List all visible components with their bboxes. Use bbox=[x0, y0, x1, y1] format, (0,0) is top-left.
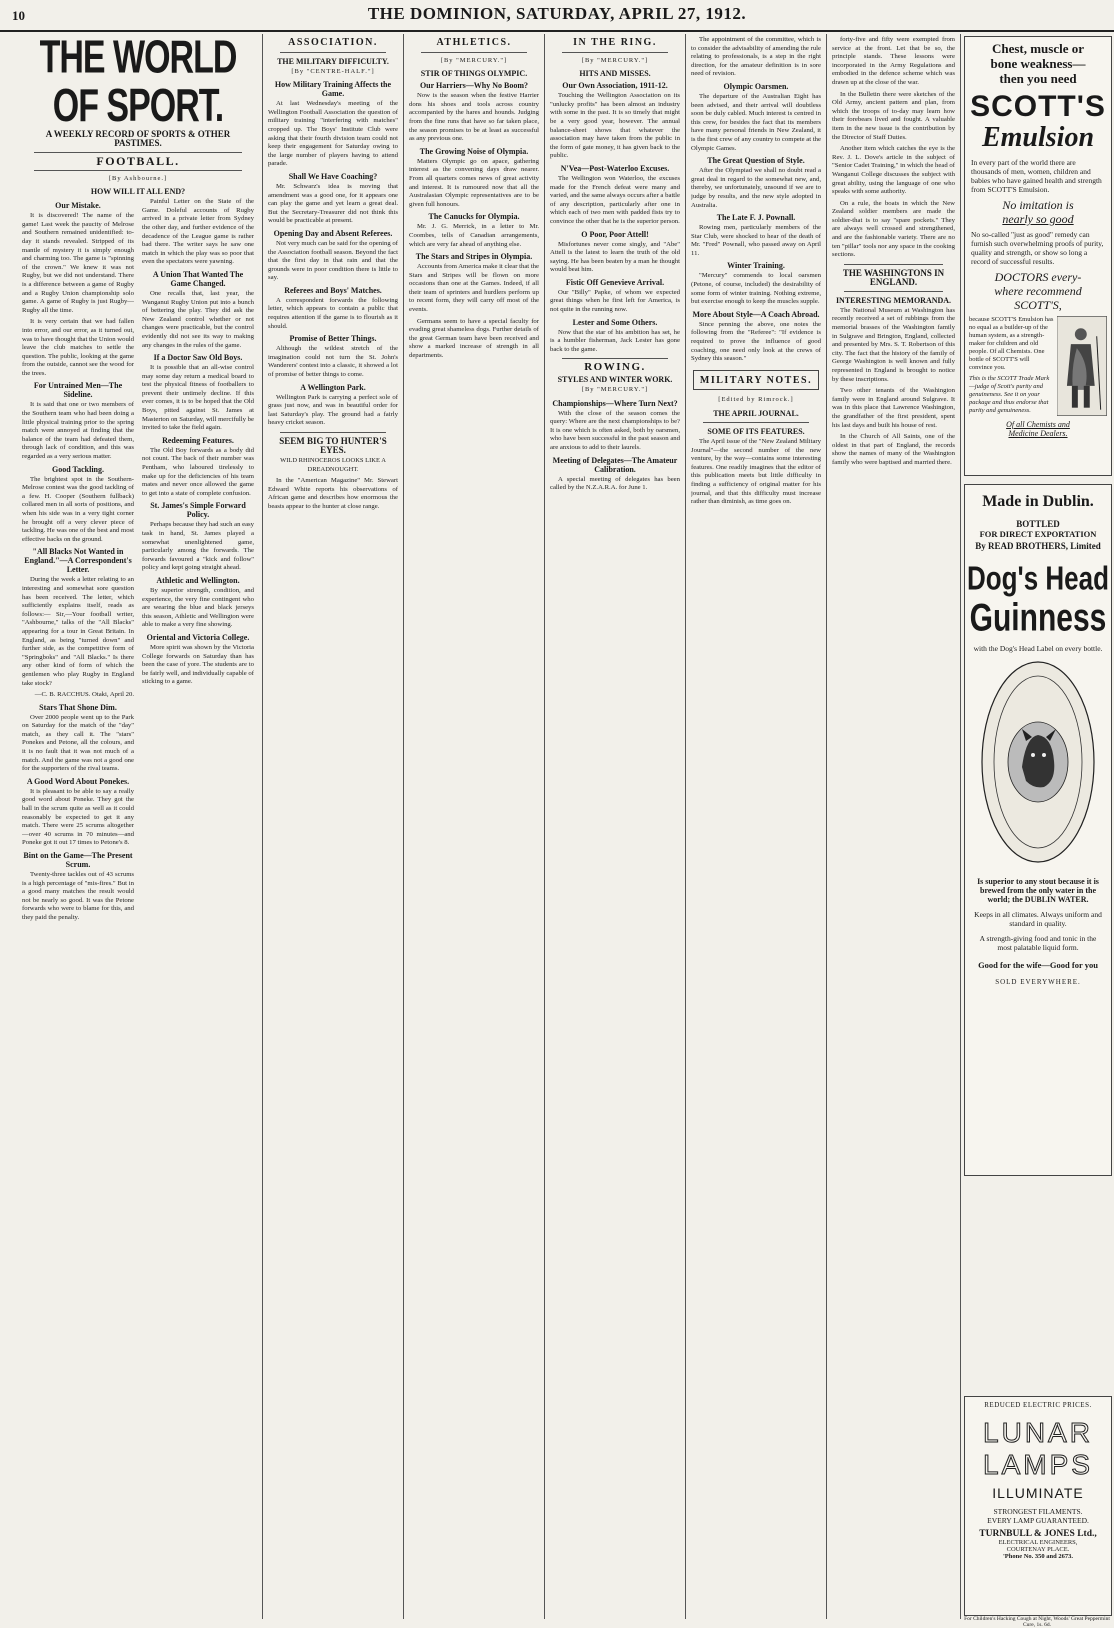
paragraph: The appointment of the committee, which is to consider the advisability of amending the rule relating to professionals, is a step in the right direction, for the amateur definition is in sore need of revision. bbox=[691, 36, 821, 78]
paragraph: Germans seem to have a special faculty for evading great shameless dogs. Further details of the great German team have been received and show a marked increase of strength in all departments. bbox=[409, 317, 539, 360]
divider bbox=[34, 152, 242, 153]
paragraph: Not very much can be said for the opening of the Association football season. Beyond the fact that the first day in that rain and that the grounds were in poor condition there is little to say. bbox=[268, 239, 398, 282]
article-subheading: SOME OF ITS FEATURES. bbox=[707, 427, 805, 436]
subheading: Athletic and Wellington. bbox=[156, 575, 240, 585]
article-subheading: INTERESTING MEMORANDA. bbox=[835, 295, 952, 305]
scotts-brand: SCOTT'S bbox=[970, 90, 1106, 123]
export-label: FOR DIRECT EXPORTATION bbox=[979, 529, 1097, 539]
paragraph: In the Church of All Saints, one of the oldest in that part of England, the records show the names of many of the Washington family who were baptised and married there. bbox=[832, 433, 955, 466]
subheading: O Poor, Poor Attell! bbox=[581, 229, 649, 239]
paragraph: It is possible that an all-wise control may some day return a medical board to test the physical fitness of footballers to prevent their untimely decline. If this ever comes, it is to be hoped that the Old Boys, pitted against St. James at Masterton on Saturday, will mercifully be invited to take the field again. bbox=[142, 364, 254, 432]
ad-tagline: Good for the wife—Good for you bbox=[978, 960, 1098, 970]
trademark-note: This is the SCOTT Trade Mark—judge of Scott's purity and genuineness. See it on your package and thus endorse that purity and genuineness. bbox=[969, 375, 1050, 414]
paragraph: Mr. Schwarz's idea is moving that amendment was a good one, for it appears one can play the game and yet learn a great deal. But the Secretary-Treasurer did not think this would be practicable at present. bbox=[268, 182, 398, 225]
association-column bbox=[268, 36, 398, 1616]
paragraph: It is pleasant to be able to say a really good word about Poneke. They got the ball in the scrum quite as well as it could reasonably be expected to get it any match. There were 25 scrums altogether—over 40 scrums in 70 minutes—and Poneke got it out 17 times to Petone's 8. bbox=[22, 787, 134, 847]
subheading: Winter Training. bbox=[727, 261, 785, 271]
article-heading: STIR OF THINGS OLYMPIC. bbox=[420, 69, 528, 79]
ad-headline: Chest, muscle or bbox=[991, 41, 1085, 56]
sport-column bbox=[22, 36, 254, 1616]
divider bbox=[703, 422, 809, 423]
paragraph: A correspondent forwards the following letter, which appears to contain a public that requires attention if the game is to flourish as it should. bbox=[268, 296, 398, 330]
subheading: How Military Training Affects the Game. bbox=[274, 80, 392, 99]
subheading: Olympic Oarsmen. bbox=[723, 81, 789, 91]
byline: [By "MERCURY."] bbox=[581, 56, 649, 64]
divider bbox=[421, 52, 527, 53]
no-imitation-line: nearly so good bbox=[1002, 212, 1074, 226]
subheading: A Wellington Park. bbox=[300, 382, 366, 392]
subheading: Fistic Off Genevieve Arrival. bbox=[565, 277, 665, 287]
byline: [By "MERCURY."] bbox=[581, 386, 649, 394]
military-notes-box bbox=[693, 370, 819, 391]
guinness-brand: Guinness bbox=[969, 596, 1107, 640]
company-address: COURTENAY PLACE. bbox=[1006, 1546, 1070, 1553]
read-brothers-label: By READ BROTHERS, Limited bbox=[975, 541, 1101, 551]
signature: —C. B. RACCHUS. Otaki, April 20. bbox=[34, 691, 134, 699]
paragraph: The Wellington won Waterloo, the excuses made for the French defeat were many and varied, and the same always occurs after a battle of any description, particularly after one in which each of two men with padded fists try to convince the other that he is the superior person. bbox=[550, 174, 680, 225]
subheading: If a Doctor Saw Old Boys. bbox=[153, 353, 243, 363]
ad-feature: STRONGEST FILAMENTS. bbox=[993, 1507, 1083, 1516]
article-heading: THE APRIL JOURNAL. bbox=[713, 409, 799, 418]
article-heading: THE MILITARY DIFFICULTY. bbox=[277, 56, 389, 66]
ad-body: No so-called "just as good" remedy can furnish such overwhelming proofs of purity, quality and strength, or show so long a record of successful results. bbox=[971, 230, 1104, 266]
bottled-label: BOTTLED bbox=[1016, 519, 1060, 529]
athletics-column bbox=[409, 36, 539, 1616]
cough-cure-note: For Children's Hacking Cough at Night, Woods' Great Peppermint Cure, 1s. 6d. bbox=[964, 1616, 1110, 1628]
ad-body: In every part of the world there are thousands of men, women, children and babies who have gained health and strength from SCOTT'S Emulsion. bbox=[971, 158, 1102, 194]
subheading: Our Harriers—Why No Boom? bbox=[419, 81, 529, 91]
subheading: The Late F. J. Pownall. bbox=[716, 213, 796, 223]
washington-column bbox=[832, 36, 955, 1616]
byline: [Edited by Rimrock.] bbox=[718, 396, 794, 404]
paragraph: Perhaps because they had such an easy task in hand, St. James played a somewhat unenlightened game, particularly among the forwards. The forwards favoured a "kick and follow" policy and kept going straight ahead. bbox=[142, 521, 254, 572]
paragraph: Misfortunes never come singly, and "Abe" Attell is the latest to learn the truth of the old saying. He has been beaten by a man he thought would beat him. bbox=[550, 240, 680, 274]
byline: [By "CENTRE-HALF."] bbox=[291, 67, 375, 75]
paragraph: It is discovered! The name of the game! Last week the paucity of Melrose and Southern remained unidentified: to-day it stands revealed. Stripped of its mantle of mystery it is simply enough and charming too. The game is "spinning of the crown." We knew it was not Rugby, but we did not understand. There is a difference between a game of Rugby and a Rugby Union championship solo game. A game of Rugby is just Rugby—Rugby all the time. bbox=[22, 212, 134, 314]
turnbull-jones: TURNBULL & JONES Ltd., bbox=[979, 1529, 1097, 1539]
ad-feature: EVERY LAMP GUARANTEED. bbox=[987, 1516, 1089, 1525]
military-notes-title: MILITARY NOTES. bbox=[699, 374, 813, 386]
paragraph: Accounts from America make it clear that the Stars and Stripes will be flown on more occasions than one at the Games. Indeed, if all their team of sprinters and hurdlers perform up to recent form, they will carry off most of the events. bbox=[409, 263, 539, 314]
paragraph: Another item which catches the eye is the Rev. J. L. Dove's article in the subject of "Senior Cadet Training," in which the head of Wanganui College discusses the subject with great ability, using the language of one who speaks with some authority. bbox=[832, 145, 955, 196]
rowing-title: ROWING. bbox=[584, 361, 646, 374]
subheading: A Union That Wanted The Game Changed. bbox=[152, 269, 244, 288]
column-rule bbox=[403, 34, 404, 1619]
article-heading: THE WASHINGTONS IN ENGLAND. bbox=[842, 267, 945, 287]
subheading: Redeeming Features. bbox=[162, 435, 234, 445]
divider bbox=[844, 264, 943, 265]
paragraph: Mr. J. G. Merrick, in a letter to Mr. Coombes, tells of Canadian arrangements, which are very far ahead of anything else. bbox=[409, 223, 539, 248]
ad-footer: Of all Chemists and bbox=[1006, 420, 1070, 429]
divider bbox=[562, 358, 668, 359]
dogs-head-brand: Dog's Head bbox=[967, 558, 1109, 598]
association-title: ASSOCIATION. bbox=[288, 37, 378, 48]
emulsion-label: Emulsion bbox=[981, 122, 1095, 153]
ring-column bbox=[550, 36, 680, 1616]
subheading: Referees and Boys' Matches. bbox=[284, 285, 382, 295]
paragraph: Wellington Park is carrying a perfect sole of grass just now, and was in beautiful order for last Saturday's play. The ground had a fairly heavy cricket season. bbox=[268, 393, 398, 427]
paragraph: Matters Olympic go on apace, gathering interest as the convening days draw nearer. From all quarters comes news of great activity and interest. It is rumoured now that all the Australasian Olympic representatives are to be given full honours. bbox=[409, 157, 539, 208]
lamps-word: LAMPS bbox=[983, 1449, 1093, 1480]
paragraph: Now that the star of his ambition has set, he is a humbler fisherman, Jack Lester has gone back to the game. bbox=[550, 328, 680, 353]
subheading: Stars That Shone Dim. bbox=[39, 702, 117, 712]
paragraph: On a rule, the boats in which the New Zealand soldier members are made the soldier-that is to say "spare pockets." They are always well crossed and strengthened, and are the fashionable variety. There are no ten "pillar" tools nor any space in the cooking sections. bbox=[832, 199, 955, 259]
ad-headline: bone weakness— bbox=[990, 56, 1086, 71]
ad-body: Is superior to any stout because it is brewed from the only water in the world; the DUBLIN WATER. bbox=[977, 877, 1099, 904]
no-imitation-line: No imitation is bbox=[1002, 198, 1074, 212]
divider bbox=[562, 52, 668, 53]
company-descriptor: ELECTRICAL ENGINEERS, bbox=[998, 1539, 1078, 1546]
column-rule bbox=[262, 34, 263, 1619]
world-of-sport-title: THE WORLD OF SPORT. bbox=[39, 36, 237, 132]
paragraph: Over 2000 people went up to the Park on Saturday for the match of the "day" match, as they call it. The "stars" Ponekes and Petone, all the colours, and it is no fault that it was not much of a match. And the game was not a good one for the supporters of the rival teams. bbox=[22, 713, 134, 773]
ad-body: because SCOTT'S Emulsion has no equal as a builder-up of the human system, as a strength-maker for children and old people. Of all Chemists. One bottle of SCOTT'S will convince you. bbox=[969, 316, 1054, 371]
column-rule bbox=[960, 34, 961, 1619]
column-rule bbox=[544, 34, 545, 1619]
in-the-ring-title: IN THE RING. bbox=[573, 37, 657, 48]
paragraph: The Old Boy forwards as a body did not count. The back of their number was Pentham, who laboured tirelessly to make up for the deficiencies of his team mates and never once allowed the game to get into a state of complete confusion. bbox=[142, 446, 254, 497]
ad-body: Keeps in all climates. Always uniform and standard in quality. bbox=[974, 910, 1102, 928]
paragraph: More spirit was shown by the Victoria College forwards on Saturday than has been the case of yore. The students are to be fairly well, and individually capable of sticking to a game. bbox=[142, 643, 254, 686]
article-heading: STYLES AND WINTER WORK. bbox=[557, 375, 673, 385]
scotts-emulsion-ad bbox=[964, 36, 1112, 476]
paragraph: A special meeting of delegates has been called by the N.Z.A.R.A. for June 1. bbox=[550, 475, 680, 492]
paragraph: Twenty-three tackles out of 43 scrums is a high percentage of "mis-fires." But in a good many matches the result would not be nearly so good. It was the Petone forwards who were to blame for this, and they paid the penalty. bbox=[22, 871, 134, 921]
article-heading: HITS AND MISSES. bbox=[579, 69, 651, 79]
paragraph: forty-five and fifty were exempted from service at the front. Let that be so, the principle stands. These lessons were incorporated in the Army Regulations and embodied in the defence scheme which was drawn up at the close of the war. bbox=[832, 36, 955, 86]
paragraph: With the close of the season comes the query: Where are the next championships to be? It is one which is often asked, both by oarsmen, who have been successful in the past season and are anxious to add to their laurels. bbox=[550, 409, 680, 451]
football-section-title: FOOTBALL. bbox=[96, 154, 180, 168]
paragraph: Painful Letter on the State of the Game. Doleful accounts of Rugby arrived in a private letter from Sydney the other day, and further evidence of the decadence of the League game is rather bad there. The writer says he saw one match in which the play was so poor that even the spectators were yawning. bbox=[142, 198, 254, 266]
subheading: Lester and Some Others. bbox=[572, 317, 658, 327]
athletics-title: ATHLETICS. bbox=[436, 37, 512, 48]
column-rule bbox=[826, 34, 827, 1619]
rowing-military-column bbox=[691, 36, 821, 1616]
subheading: The Stars and Stripes in Olympia. bbox=[415, 252, 533, 262]
article-heading: SEEM BIG TO HUNTER'S EYES. bbox=[279, 436, 387, 455]
subheading: Oriental and Victoria College. bbox=[146, 632, 250, 642]
ad-footer: Medicine Dealers. bbox=[1008, 429, 1068, 438]
subheading: Shall We Have Coaching? bbox=[288, 171, 378, 181]
subheading: N'Vea—Post-Waterloo Excuses. bbox=[560, 163, 670, 173]
paragraph: "Mercury" commends to local oarsmen (Petone, of course, included) the desirability of some form of winter training. Nothing extreme, but exercise enough to keep the muscles supple. bbox=[691, 272, 821, 306]
company-phone: 'Phone No. 350 and 2673. bbox=[1002, 1553, 1074, 1560]
fisherman-trademark-icon bbox=[1057, 316, 1107, 416]
doctors-line: SCOTT'S, bbox=[1014, 298, 1062, 312]
subheading: More About Style—A Coach Abroad. bbox=[692, 309, 820, 319]
paragraph: By superior strength, condition, and experience, the very fine contingent who are wearing the blue and black jerseys this season, Athletic and Wellington were able to make a very fine showing. bbox=[142, 586, 254, 629]
paragraph: Rowing men, particularly members of the Star Club, were shocked to hear of the death of Mr. "Fred" Pownall, who passed away on April 11. bbox=[691, 224, 821, 257]
paragraph: In the Bulletin there were sketches of the Old Army, ancient pattern and plan, from which the troops of to-day may learn how their forebears lived and fought. A valuable item in the new issue is the contribution by the Director of Staff Duties. bbox=[832, 90, 955, 141]
subheading: Good Tackling. bbox=[51, 464, 105, 474]
subheading: Meeting of Delegates—The Amateur Calibration. bbox=[552, 455, 678, 474]
subheading: For Untrained Men—The Sideline. bbox=[33, 381, 123, 400]
subheading: The Growing Noise of Olympia. bbox=[419, 146, 529, 156]
paragraph: The National Museum at Washington has recently received a set of rubbings from the memorial brasses of the Washington family in Sulgrave and Brington, England, collected and presented by Mrs. S. T. Robertson of this city. The fact that the history of the family of George Washington is well known and fully represented in England is brought to notice by these inscriptions. bbox=[832, 306, 955, 383]
paragraph: Since penning the above, one notes the following from the "Referee": "If evidence is required to prove the influence of good coaching, one need only look at the crews of Sydney this season." bbox=[691, 320, 821, 363]
doctors-line: where recommend bbox=[994, 284, 1082, 298]
paragraph: In the "American Magazine" Mr. Stewart Edward White reports his observations of African game and describes how enormous the beasts appear to the hunter at close range. bbox=[268, 477, 398, 510]
ad-body: A strength-giving food and tonic in the most palatable liquid form. bbox=[979, 934, 1097, 952]
subheading: Our Mistake. bbox=[55, 201, 101, 211]
page-number: 10 bbox=[12, 8, 25, 23]
subheading: St. James's Simple Forward Policy. bbox=[150, 501, 246, 520]
subheading: Promise of Better Things. bbox=[289, 334, 377, 344]
reduced-prices: REDUCED ELECTRIC PRICES. bbox=[984, 1401, 1092, 1409]
paragraph: At last Wednesday's meeting of the Wellington Football Association the question of military training "interfering with matches" cropped up. The Boys' Institute Club were asking that their fourth division team could not keep their engagement for Saturday owing to the large number of players having to attend parade. bbox=[268, 100, 398, 168]
newspaper-title: THE DOMINION, SATURDAY, APRIL 27, 1912. bbox=[367, 4, 747, 23]
made-in-dublin: Made in Dublin. bbox=[982, 493, 1094, 510]
dogs-head-label-icon bbox=[978, 657, 1098, 867]
subheading: Our Own Association, 1911-12. bbox=[562, 81, 668, 91]
divider bbox=[34, 170, 242, 171]
masthead bbox=[0, 0, 1114, 32]
paragraph: Touching the Wellington Association on its "unlucky profits" has been almost an industry with some in the past. It is so timely that might be a very good year, however. The annual balance-sheet shows that whatever the association may have taken from the public in the form of gate money, it has given back to the public. bbox=[550, 92, 680, 160]
byline: [By Ashbourne.] bbox=[108, 174, 168, 182]
subheading: Opening Day and Absent Referees. bbox=[273, 228, 393, 238]
lunar-lamps-ad bbox=[964, 1396, 1112, 1616]
column-rule bbox=[685, 34, 686, 1619]
lunar-word: LUNAR bbox=[983, 1417, 1093, 1448]
subheading: The Canucks for Olympia. bbox=[428, 212, 520, 222]
paragraph: It is said that one or two members of the Southern team who had been doing a little physical training prior to the spring match were annoyed at finding that the balance of the team had defeated them, through lack of condition, and this was regarded as a very serious matter. bbox=[22, 401, 134, 461]
subheading: Bint on the Game—The Present Scrum. bbox=[23, 851, 133, 869]
paragraph: It is very certain that we had fallen into error, and our error, as it turned out, was to have thought that the Union would leave the club matches to settle the question. The public, looking at the game from the outside, cannot see the wood for the trees. bbox=[22, 318, 134, 377]
paragraph: Now is the season when the festive Harrier dons his shoes and tools across country accompanied by the hares and hounds. Judging from the fine runs that have so far taken place, the season promises to be at least as successful as any previous one. bbox=[409, 92, 539, 143]
subheading: A Good Word About Ponekes. bbox=[26, 776, 130, 786]
divider bbox=[844, 291, 943, 292]
byline: [By "MERCURY."] bbox=[440, 56, 508, 64]
paragraph: The departure of the Australian Eight has been advised, and their arrival will doubtless soon be duly cabled. Much interest is centred in this crew, for besides the fact that its members have many personal friends in New Zealand, it is the first crew of any country to compete at the Olympic Games. bbox=[691, 92, 821, 152]
subheading: "All Blacks Not Wanted in England."—A Correspondent's Letter. bbox=[24, 547, 132, 575]
paragraph: Although the wildest stretch of the imagination could not turn the St. John's Wanderers' contest into a classic, it showed a lot of promise of better things to come. bbox=[268, 345, 398, 379]
paragraph: One recalls that, last year, the Wanganui Rugby Union put into a bunch of bettering the play. They did ask the New Zealand control whether or not changes were practicable, but the control evidently did not see its way to making any changes in the rules of the game. bbox=[142, 289, 254, 349]
guinness-ad bbox=[964, 484, 1112, 1176]
paragraph: During the week a letter relating to an interesting and somewhat sore question has been received. The letter, which sufficiently explains itself, reads as follows:— Sir,—Your football writer, "Ashbourne," talks of the "All Blacks" appearing for a tour in Great Britain. In England, as being "turned down" and further side, as the competitive form of "Springboks" and "All Blacks." Is there any other kind of form of which the gentlemen who play Rugby in England take stock? bbox=[22, 576, 134, 687]
sold-everywhere: SOLD EVERYWHERE. bbox=[995, 978, 1081, 986]
article-heading: HOW WILL IT ALL END? bbox=[90, 187, 186, 197]
paragraph: After the Olympiad we shall no doubt read a great deal in regard to the somewhat new, and, thereby, we unfortunately, unsound if we are to judge by results, and the new style adopted in Australia. bbox=[691, 167, 821, 209]
paragraph: The brightest spot in the Southern-Melrose contest was the good tackling of a few. H. Cooper (Southern fullback) collared men in all sorts of positions, and when his side was in a very tight corner he brought off a very clever piece of tackling. He was one of the best and most effective backs on the ground. bbox=[22, 475, 134, 543]
paragraph: Our "Billy" Papke, of whom we expected great things when he first left for America, is not quite in the running now. bbox=[550, 288, 680, 314]
sport-subtitle: A WEEKLY RECORD OF SPORTS & OTHER PASTIMES. bbox=[45, 129, 231, 148]
label-note: with the Dog's Head Label on every bottle. bbox=[973, 644, 1103, 653]
divider bbox=[280, 432, 386, 433]
paragraph: Two other tenants of the Washington family were in England around Sulgrave. It was in this place that Lawrence Washington, the grandfather of the first president, spent his last days and built his house of rest. bbox=[832, 387, 955, 429]
illuminate-word: ILLUMINATE bbox=[992, 1485, 1084, 1501]
article-subheading: WILD RHINOCEROS LOOKS LIKE A DREADNOUGHT. bbox=[280, 457, 386, 473]
doctors-line: DOCTORS every- bbox=[994, 270, 1082, 284]
paragraph: The April issue of the "New Zealand Military Journal"—the second number of the new venture, by the way—contains some interesting features. One readily imagines that the editor of this publication meets but little difficulty in finding a sufficiency of original matter for his journal, and that this difficulty must increase rather than diminish, as time goes on. bbox=[691, 438, 821, 506]
subheading: The Great Question of Style. bbox=[707, 156, 805, 166]
divider bbox=[280, 52, 386, 53]
subheading: Championships—Where Turn Next? bbox=[552, 398, 678, 408]
ad-headline: then you need bbox=[999, 71, 1077, 86]
